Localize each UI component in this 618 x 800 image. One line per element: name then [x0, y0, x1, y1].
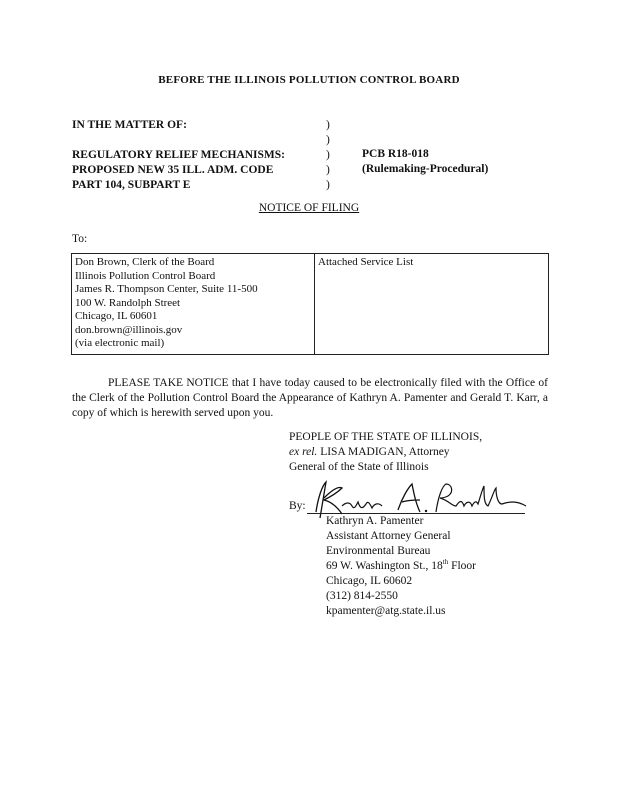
- recipient-delivery: (via electronic mail): [75, 337, 165, 349]
- party-block: [289, 430, 482, 475]
- caption-paren: ): [326, 164, 330, 176]
- table-row: [72, 254, 549, 355]
- service-list-cell: [315, 254, 549, 355]
- address-street-post: Floor: [448, 560, 477, 572]
- attorney-line-rest: LISA MADIGAN, Attorney: [320, 446, 450, 458]
- to-label: To:: [72, 233, 88, 245]
- service-recipient-cell: [72, 254, 315, 355]
- case-number: PCB R18-018: [362, 148, 429, 160]
- recipient-email: don.brown@illinois.gov: [75, 323, 183, 336]
- recipient-street: 100 W. Randolph Street: [75, 296, 181, 309]
- caption-right: [362, 147, 488, 177]
- division: Environmental Bureau: [326, 545, 431, 557]
- caption-line: PROPOSED NEW 35 ILL. ADM. CODE: [72, 164, 274, 176]
- case-type: (Rulemaking-Procedural): [362, 163, 489, 175]
- recipient-building: James R. Thompson Center, Suite 11-500: [75, 283, 258, 295]
- service-table: [71, 253, 549, 355]
- address-street-sup: th: [442, 558, 449, 567]
- signer-title: Assistant Attorney General: [326, 530, 451, 542]
- email-address: kpamenter@atg.state.il.us: [326, 605, 446, 617]
- notice-paragraph: PLEASE TAKE NOTICE that I have today caused to be electronically filed with the Office of the Clerk of the Pollution Control Board the Appearance of Kathryn A. Pamenter and Gerald T. Karr, a copy of which is herewith served upon you.: [72, 377, 548, 419]
- caption-left: [72, 118, 285, 193]
- caption-line: [72, 133, 285, 148]
- caption-line: REGULATORY RELIEF MECHANISMS:: [72, 149, 286, 161]
- service-list-text: Attached Service List: [318, 256, 414, 268]
- caption-line: IN THE MATTER OF:: [72, 119, 187, 131]
- ex-rel: ex rel.: [289, 446, 318, 458]
- document-title: BEFORE THE ILLINOIS POLLUTION CONTROL BOARD: [158, 74, 460, 86]
- recipient-name: Don Brown, Clerk of the Board: [75, 256, 215, 268]
- address-city: Chicago, IL 60602: [326, 575, 413, 587]
- phone: (312) 814-2550: [326, 590, 398, 602]
- attorney-block: [326, 514, 476, 619]
- by-label: By:: [289, 500, 306, 512]
- recipient-city: Chicago, IL 60601: [75, 310, 158, 322]
- party-name: PEOPLE OF THE STATE OF ILLINOIS,: [289, 431, 483, 443]
- caption-paren: ): [326, 179, 330, 191]
- address-street-pre: 69 W. Washington St., 18: [326, 560, 443, 572]
- address-street: [326, 559, 476, 574]
- caption-line: PART 104, SUBPART E: [72, 179, 191, 191]
- attorney-line-2: General of the State of Illinois: [289, 461, 429, 473]
- recipient-org: Illinois Pollution Control Board: [75, 269, 216, 282]
- attorney-line: [289, 445, 482, 460]
- caption-parentheses: [326, 118, 330, 193]
- signer-name: Kathryn A. Pamenter: [326, 515, 424, 527]
- caption-paren: ): [326, 149, 330, 161]
- caption-paren: ): [326, 119, 330, 131]
- notice-heading: NOTICE OF FILING: [258, 202, 360, 214]
- caption-paren: ): [326, 134, 330, 146]
